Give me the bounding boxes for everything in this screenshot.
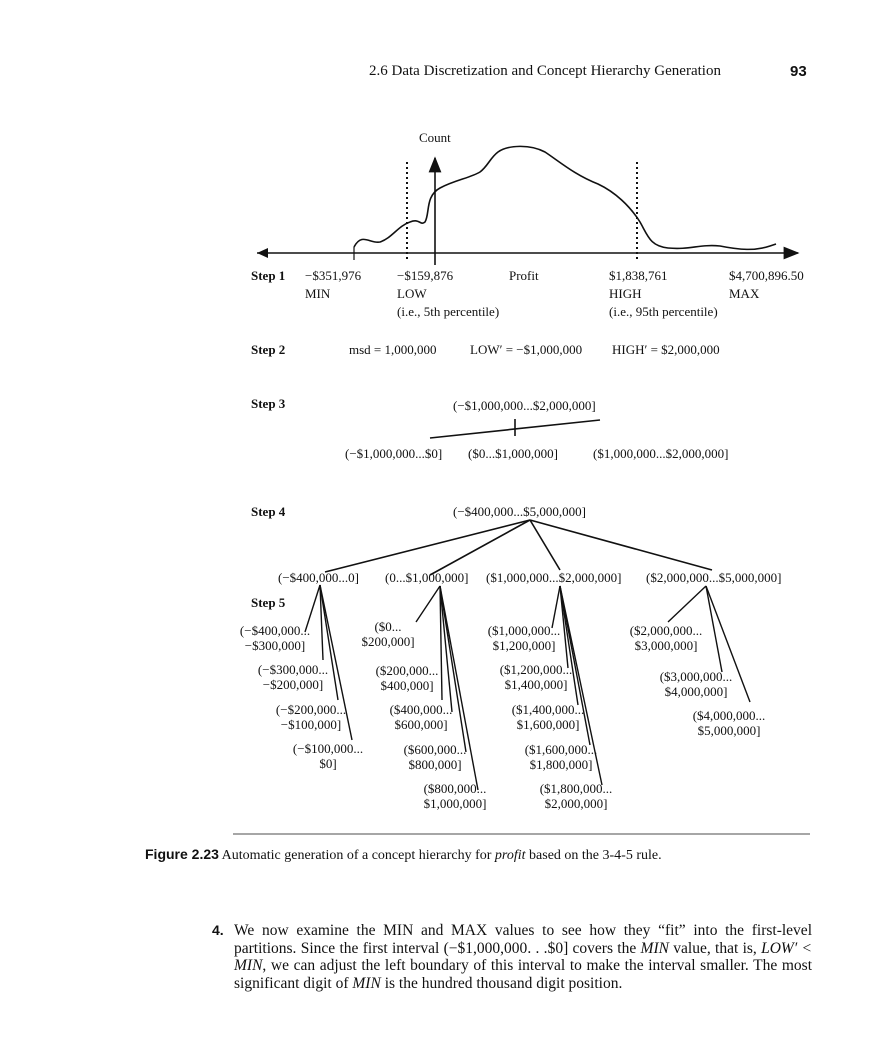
- high-label: HIGH: [609, 286, 642, 301]
- min-value: −$351,976: [305, 268, 362, 283]
- step2-label: Step 2: [251, 342, 286, 357]
- high-note: (i.e., 95th percentile): [609, 304, 718, 319]
- step3-child-interval: (−$1,000,000...$0]: [345, 446, 443, 461]
- step3-label: Step 3: [251, 396, 286, 411]
- body-paragraph: 4. We now examine the MIN and MAX values to see how they “fit” into the first-level partitions. Since the first interval (−$1,000,000. . .$0] covers the MIN value, that is, LOW′ < MIN, we can adjust the left boundary of this interval to make the interval smaller. The most significant digit of MIN is the hundred thousand digit position.: [212, 922, 812, 993]
- running-header: 2.6 Data Discretization and Concept Hierarchy Generation: [369, 63, 721, 79]
- step5-interval: (−$400,000... −$300,000]: [239, 623, 311, 653]
- step5-interval: ($800,000... $1,000,000]: [423, 781, 487, 811]
- low-value: −$159,876: [397, 268, 454, 283]
- profit-axis-label: Profit: [509, 268, 539, 283]
- high-value: $1,838,761: [609, 268, 668, 283]
- step3-connector: [430, 419, 600, 438]
- step4-child-interval: (−$400,000...0]: [278, 570, 359, 585]
- step5-label: Step 5: [251, 595, 286, 610]
- distribution-curve: [354, 146, 776, 249]
- step4-child-interval: ($1,000,000...$2,000,000]: [486, 570, 622, 585]
- step5-interval: ($1,400,000... $1,600,000]: [511, 702, 585, 732]
- step4-child-interval: ($2,000,000...$5,000,000]: [646, 570, 782, 585]
- msd-text: msd = 1,000,000: [349, 342, 437, 357]
- figure-caption: Figure 2.23 Automatic generation of a concept hierarchy for profit based on the 3-4-5 rule.: [145, 846, 662, 863]
- high-prime-text: HIGH′ = $2,000,000: [612, 342, 720, 357]
- max-label: MAX: [729, 286, 760, 301]
- step5-interval: ($2,000,000... $3,000,000]: [629, 623, 703, 653]
- step5-interval: ($4,000,000... $5,000,000]: [692, 708, 766, 738]
- step5-interval: ($1,000,000... $1,200,000]: [487, 623, 561, 653]
- step5-interval: ($1,800,000... $2,000,000]: [539, 781, 613, 811]
- step5-interval: ($1,600,000... $1,800,000]: [524, 742, 598, 772]
- step5-interval: ($3,000,000... $4,000,000]: [659, 669, 733, 699]
- step1-label: Step 1: [251, 268, 286, 283]
- list-item-number: 4.: [212, 922, 224, 938]
- step5-interval: (−$300,000... −$200,000]: [257, 662, 329, 692]
- low-note: (i.e., 5th percentile): [397, 304, 500, 319]
- count-axis-label: Count: [419, 130, 451, 145]
- step5-interval: ($600,000... $800,000]: [403, 742, 467, 772]
- step3-child-interval: ($0...$1,000,000]: [468, 446, 558, 461]
- max-value: $4,700,896.50: [729, 268, 804, 283]
- figure-caption-label: Figure 2.23: [145, 846, 219, 862]
- step4-label: Step 4: [251, 504, 286, 519]
- step5-interval: (−$200,000... −$100,000]: [275, 702, 347, 732]
- low-prime-text: LOW′ = −$1,000,000: [470, 342, 583, 357]
- low-label: LOW: [397, 286, 427, 301]
- step3-root-interval: (−$1,000,000...$2,000,000]: [453, 398, 596, 413]
- step5-interval: ($1,200,000... $1,400,000]: [499, 662, 573, 692]
- min-label: MIN: [305, 286, 331, 301]
- step4-child-interval: (0...$1,000,000]: [385, 570, 469, 585]
- step5-interval: (−$100,000... $0]: [292, 741, 364, 771]
- axis-left-arrowhead: [257, 248, 268, 258]
- step3-child-interval: ($1,000,000...$2,000,000]: [593, 446, 729, 461]
- step5-interval: ($200,000... $400,000]: [375, 663, 439, 693]
- step4-root-interval: (−$400,000...$5,000,000]: [453, 504, 586, 519]
- step5-interval: ($0... $200,000]: [361, 619, 415, 649]
- step5-interval: ($400,000... $600,000]: [389, 702, 453, 732]
- page-number: 93: [790, 63, 807, 80]
- step4-connector: [325, 520, 712, 575]
